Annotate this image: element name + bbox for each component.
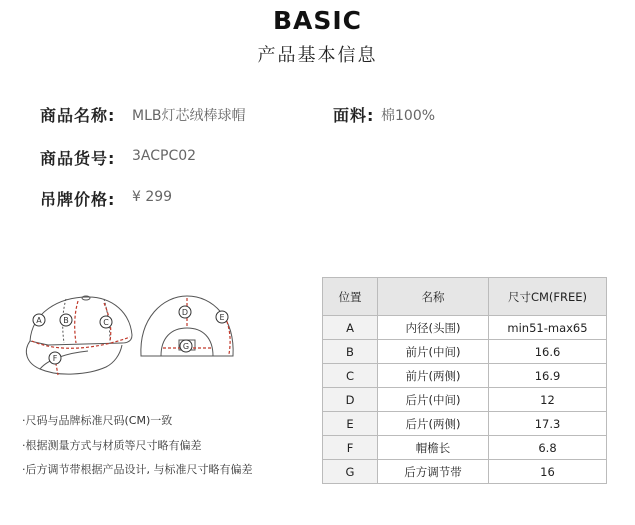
marker-e: E xyxy=(219,313,225,322)
product-name-label: 商品名称: xyxy=(40,106,116,125)
row-size: 17.3 xyxy=(489,412,607,436)
header-position: 位置 xyxy=(323,278,378,316)
marker-group-back xyxy=(179,306,228,352)
table-row xyxy=(323,412,607,436)
row-size: 12 xyxy=(489,388,607,412)
marker-f: F xyxy=(52,354,58,363)
table-row xyxy=(323,436,607,460)
row-position: G xyxy=(323,460,378,484)
header-size: 尺寸CM(FREE) xyxy=(489,278,607,316)
fabric-value: 棉100% xyxy=(381,108,436,124)
marker-c: C xyxy=(103,318,109,327)
page-title: BASIC xyxy=(272,6,363,35)
marker-b: B xyxy=(63,316,69,325)
row-name: 内径(头围) xyxy=(378,316,489,340)
row-name: 后片(中间) xyxy=(378,388,489,412)
sku-label: 商品货号: xyxy=(40,149,116,168)
table-row xyxy=(323,364,607,388)
marker-g: G xyxy=(182,342,190,351)
row-name: 帽檐长 xyxy=(378,436,489,460)
cap-front-diagram xyxy=(18,283,143,383)
row-name: 前片(两侧) xyxy=(378,364,489,388)
price-label: 吊牌价格: xyxy=(40,190,116,209)
row-name: 后方调节带 xyxy=(378,460,489,484)
note-2: ·根据测量方式与材质等尺寸略有偏差 xyxy=(22,439,202,452)
note-1: ·尺码与品牌标准尺码(CM)一致 xyxy=(22,414,173,427)
row-size: 16 xyxy=(489,460,607,484)
note-3: ·后方调节带根据产品设计, 与标准尺寸略有偏差 xyxy=(22,463,253,476)
row-position: B xyxy=(323,340,378,364)
row-size: 6.8 xyxy=(489,436,607,460)
row-size: 16.9 xyxy=(489,364,607,388)
size-table xyxy=(322,277,607,484)
size-table-header-row xyxy=(323,278,607,316)
row-size: 16.6 xyxy=(489,340,607,364)
price-value: ¥ 299 xyxy=(132,189,173,205)
table-row xyxy=(323,316,607,340)
page-subtitle: 产品基本信息 xyxy=(257,45,378,66)
sku-value: 3ACPC02 xyxy=(132,148,197,164)
row-position: A xyxy=(323,316,378,340)
table-row xyxy=(323,388,607,412)
cap-back-diagram xyxy=(133,288,243,368)
marker-group-front xyxy=(33,314,112,364)
header-name: 名称 xyxy=(378,278,489,316)
row-position: C xyxy=(323,364,378,388)
row-position: D xyxy=(323,388,378,412)
fabric-label: 面料: xyxy=(333,106,375,125)
table-row xyxy=(323,460,607,484)
product-name-value: MLB灯芯绒棒球帽 xyxy=(132,108,246,124)
row-name: 后片(两侧) xyxy=(378,412,489,436)
table-row xyxy=(323,340,607,364)
row-position: E xyxy=(323,412,378,436)
row-size: min51-max65 xyxy=(489,316,607,340)
row-name: 前片(中间) xyxy=(378,340,489,364)
marker-a: A xyxy=(36,316,42,325)
row-position: F xyxy=(323,436,378,460)
marker-d: D xyxy=(181,308,189,317)
